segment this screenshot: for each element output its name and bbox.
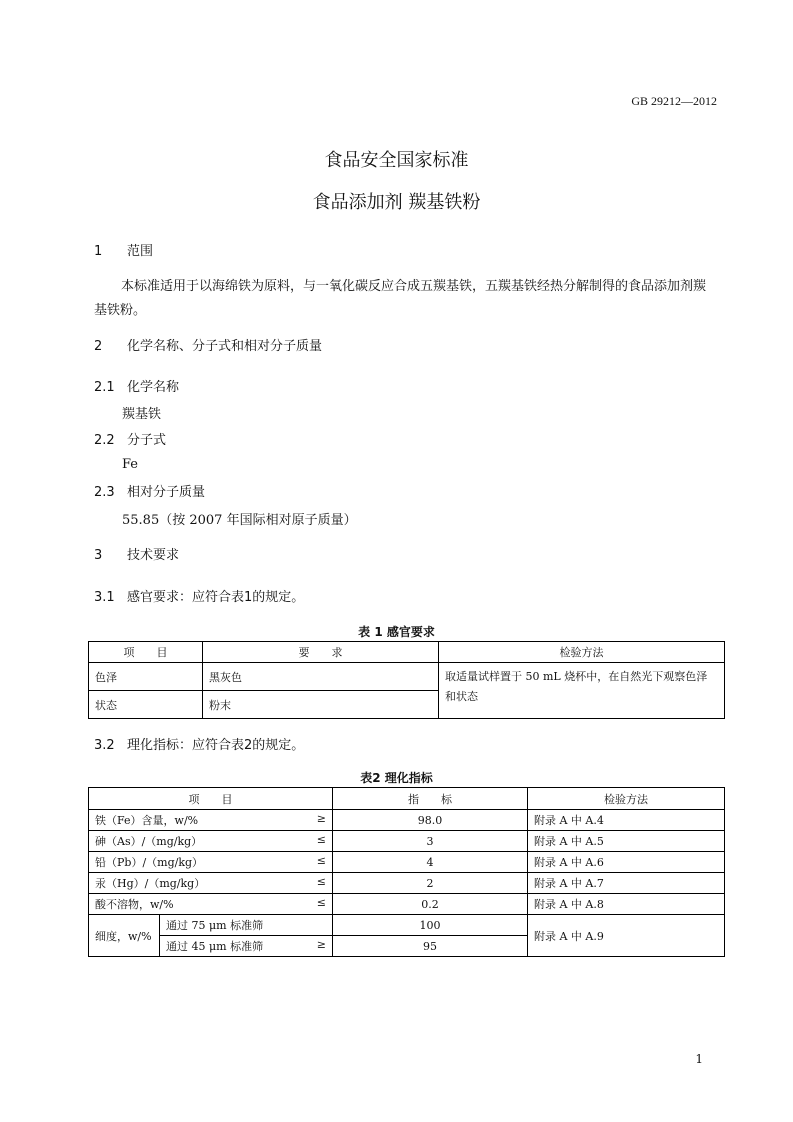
page-number: 1 [695,1052,703,1066]
column-header: 检验方法 [528,788,725,810]
section-title: 分子式 [127,433,167,448]
table-header-row [89,642,725,663]
section-title: 范围 [127,244,154,259]
section-title: 化学名称、分子式和相对分子质量 [127,339,323,354]
relation-symbol: ≤ [316,875,326,888]
item-cell [89,894,333,915]
physicochemical-table [88,787,725,957]
section-title: 化学名称 [127,380,180,395]
value-cell: 100 [333,915,528,936]
item-label: 汞（Hg）/（mg/kg） [95,877,206,890]
section-2-1-heading [94,376,179,395]
column-header: 指 标 [333,788,528,810]
table-1-caption: 表 1 感官要求 [358,625,435,639]
method-cell: 附录 A 中 A.8 [528,894,725,915]
section-title: 技术要求 [127,548,180,563]
table-row [89,915,725,936]
value-cell: 4 [333,852,528,873]
section-2-heading [94,335,322,354]
section-number: 3.1 [94,590,115,605]
item-cell [89,873,333,894]
molecular-mass: 55.85（按 2007 年国际相对原子质量） [122,513,357,528]
method-cell: 附录 A 中 A.7 [528,873,725,894]
chemical-name: 羰基铁 [122,407,162,422]
section-number: 2.1 [94,380,115,395]
item-cell [89,810,333,831]
section-number: 1 [94,244,103,259]
item-cell [89,852,333,873]
section-number: 2 [94,339,103,354]
relation-symbol: ≤ [316,833,326,846]
relation-symbol: ≥ [316,812,326,825]
section-2-3-heading [94,481,205,500]
table-row [89,852,725,873]
standard-code: GB 29212—2012 [631,94,717,108]
value-cell: 0.2 [333,894,528,915]
method-cell: 附录 A 中 A.4 [528,810,725,831]
section-2-2-heading [94,429,166,448]
table-header-row [89,788,725,810]
section-3-2-text [94,734,304,753]
table-row [89,894,725,915]
section-3-1-text [94,586,304,605]
section-3-heading [94,544,179,563]
value-cell: 3 [333,831,528,852]
requirement-cell: 粉末 [203,691,439,719]
table-row [89,831,725,852]
value-cell: 98.0 [333,810,528,831]
doc-subtitle: 食品添加剂 羰基铁粉 [312,192,481,213]
method-cell: 取适量试样置于 50 mL 烧杯中，在自然光下观察色泽和状态 [439,663,725,719]
section-number: 2.2 [94,433,115,448]
relation-symbol: ≤ [316,896,326,909]
section-number: 2.3 [94,485,115,500]
table-row [89,810,725,831]
method-cell: 附录 A 中 A.5 [528,831,725,852]
column-header: 检验方法 [439,642,725,663]
sieve-75-cell: 通过 75 μm 标准筛 [160,915,333,936]
relation-symbol: ≤ [316,854,326,867]
item-cell: 色泽 [89,663,203,691]
item-label: 铅（Pb）/（mg/kg） [95,856,204,869]
column-header: 要 求 [203,642,439,663]
item-label: 通过 45 μm 标准筛 [166,940,264,953]
item-label: 砷（As）/（mg/kg） [95,835,203,848]
value-cell: 2 [333,873,528,894]
item-cell [89,831,333,852]
method-cell: 附录 A 中 A.9 [528,915,725,957]
table-row [89,873,725,894]
doc-title: 食品安全国家标准 [324,150,469,171]
relation-symbol: ≥ [316,938,326,951]
item-label: 铁（Fe）含量，w/% [95,814,199,827]
fineness-label-cell: 细度，w/% [89,915,160,957]
table-2-caption: 表2 理化指标 [360,771,433,785]
table-row [89,663,725,691]
requirement-cell: 黑灰色 [203,663,439,691]
molecular-formula: Fe [122,457,139,472]
column-header: 项 目 [89,642,203,663]
section-text: 感官要求：应符合表1的规定。 [127,590,305,605]
section-text: 理化指标：应符合表2的规定。 [127,738,305,753]
section-number: 3 [94,548,103,563]
item-cell: 状态 [89,691,203,719]
sieve-45-cell [160,936,333,957]
column-header: 项 目 [89,788,333,810]
item-label: 酸不溶物，w/% [95,898,174,911]
section-1-body: 本标准适用于以海绵铁为原料，与一氧化碳反应合成五羰基铁，五羰基铁经热分解制得的食品添加剂羰基铁粉。 [94,279,707,318]
method-cell: 附录 A 中 A.6 [528,852,725,873]
section-title: 相对分子质量 [127,485,206,500]
value-cell: 95 [333,936,528,957]
section-1-heading [94,240,153,259]
section-number: 3.2 [94,738,115,753]
sensory-requirements-table [88,641,725,719]
